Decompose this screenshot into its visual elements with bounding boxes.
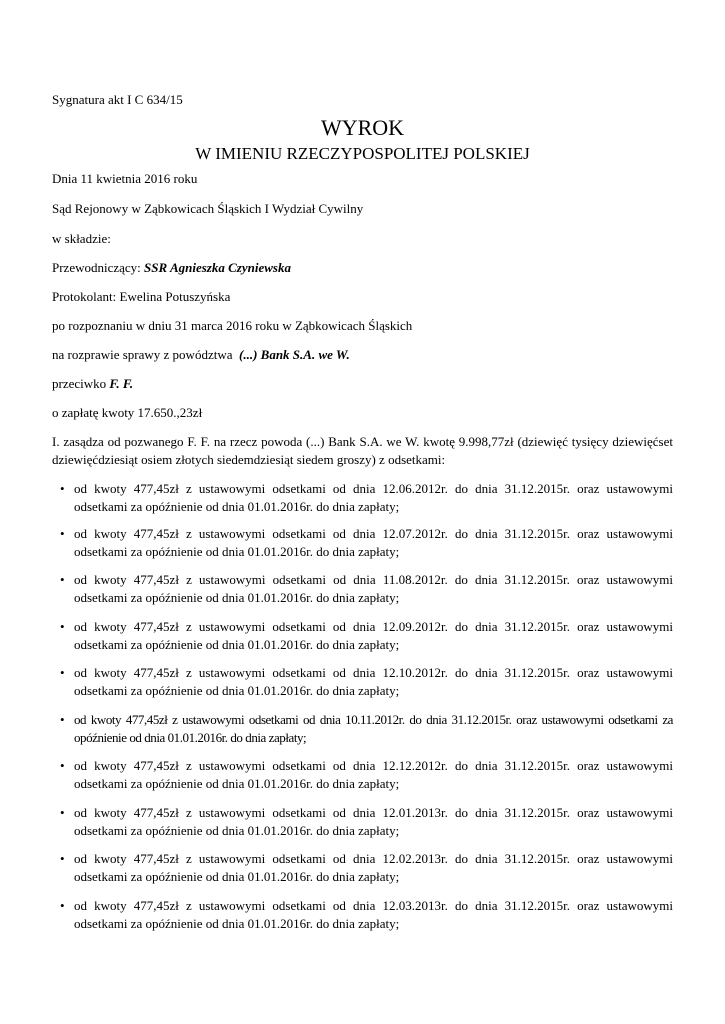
bullet-marker: •: [60, 758, 65, 773]
court-clerk: Protokolant: Ewelina Potuszyńska: [52, 289, 231, 304]
bullet-marker: •: [60, 805, 65, 820]
case-parties: [52, 347, 350, 363]
presiding-judge-label: Przewodniczący:: [52, 260, 145, 275]
interest-item-text: od kwoty 477,45zł z ustawowymi odsetkami od dnia 12.03.2013r. do dnia 31.12.2015r. oraz ustawowymi odsetkami za opóźnienie od dnia 01.01.2016r. do dnia zapłaty;: [74, 898, 673, 931]
interest-item-text: od kwoty 477,45zł z ustawowymi odsetkami od dnia 12.09.2012r. do dnia 31.12.2015r. oraz ustawowymi odsetkami za opóźnienie od dnia 01.01.2016r. do dnia zapłaty;: [74, 619, 673, 652]
case-signature: Sygnatura akt I C 634/15: [52, 92, 183, 107]
bullet-marker: •: [60, 851, 65, 866]
defendant-line: [52, 376, 133, 392]
case-label: na rozprawie sprawy z powództwa: [52, 347, 239, 362]
hearing-info: po rozpoznaniu w dniu 31 marca 2016 roku w Ząbkowicach Śląskich: [52, 318, 413, 333]
interest-item-text: od kwoty 477,45zł z ustawowymi odsetkami od dnia 12.07.2012r. do dnia 31.12.2015r. oraz ustawowymi odsetkami za opóźnienie od dnia 01.01.2016r. do dnia zapłaty;: [74, 526, 673, 559]
interest-item-text: od kwoty 477,45zł z ustawowymi odsetkami od dnia 12.02.2013r. do dnia 31.12.2015r. oraz ustawowymi odsetkami za opóźnienie od dnia 01.01.2016r. do dnia zapłaty;: [74, 851, 673, 884]
plaintiff-name: (...) Bank S.A. we W.: [238, 347, 350, 362]
bullet-marker: •: [60, 665, 65, 680]
against-label: przeciwko: [52, 376, 110, 391]
document-subtitle: W IMIENIU RZECZYPOSPOLITEJ POLSKIEJ: [195, 144, 530, 163]
interest-item-text: od kwoty 477,45zł z ustawowymi odsetkami od dnia 12.10.2012r. do dnia 31.12.2015r. oraz ustawowymi odsetkami za opóźnienie od dnia 01.01.2016r. do dnia zapłaty;: [74, 665, 673, 698]
presiding-judge-name: SSR Agnieszka Czyniewska: [144, 260, 291, 275]
claim-subject: o zapłatę kwoty 17.650.,23zł: [52, 405, 203, 420]
judgment-date: Dnia 11 kwietnia 2016 roku: [52, 171, 198, 186]
interest-item-text: od kwoty 477,45zł z ustawowymi odsetkami od dnia 11.08.2012r. do dnia 31.12.2015r. oraz ustawowymi odsetkami za opóźnienie od dnia 01.01.2016r. do dnia zapłaty;: [74, 572, 673, 605]
interest-item-text: od kwoty 477,45zł z ustawowymi odsetkami od dnia 12.01.2013r. do dnia 31.12.2015r. oraz ustawowymi odsetkami za opóźnienie od dnia 01.01.2016r. do dnia zapłaty;: [74, 805, 673, 838]
judgment-point-one: I. zasądza od pozwanego F. F. na rzecz powoda (...) Bank S.A. we W. kwotę 9.998,77zł (dziewięć tysięcy dziewięćset dziewięćdziesiąt osiem złotych siedemdziesiąt siedem groszy) z odsetkami:: [52, 434, 673, 467]
interest-item-text: od kwoty 477,45zł z ustawowymi odsetkami od dnia 12.06.2012r. do dnia 31.12.2015r. oraz ustawowymi odsetkami za opóźnienie od dnia 01.01.2016r. do dnia zapłaty;: [74, 481, 673, 514]
bullet-marker: •: [60, 898, 65, 913]
defendant-name: F. F.: [109, 376, 134, 391]
bullet-marker: •: [60, 712, 65, 727]
interest-item-text: od kwoty 477,45zł z ustawowymi odsetkami od dnia 10.11.2012r. do dnia 31.12.2015r. oraz ustawowymi odsetkami za opóźnienie od dnia 01.01.2016r. do dnia zapłaty;: [74, 712, 673, 745]
document-title: WYROK: [320, 115, 405, 140]
bullet-marker: •: [60, 572, 65, 587]
bullet-marker: •: [60, 481, 65, 496]
bullet-marker: •: [60, 526, 65, 541]
presiding-judge: [52, 260, 291, 276]
court-name: Sąd Rejonowy w Ząbkowicach Śląskich I Wydział Cywilny: [52, 201, 364, 216]
interest-item-text: od kwoty 477,45zł z ustawowymi odsetkami od dnia 12.12.2012r. do dnia 31.12.2015r. oraz ustawowymi odsetkami za opóźnienie od dnia 01.01.2016r. do dnia zapłaty;: [74, 758, 673, 791]
bullet-marker: •: [60, 619, 65, 634]
composition-label: w składzie:: [52, 231, 111, 246]
